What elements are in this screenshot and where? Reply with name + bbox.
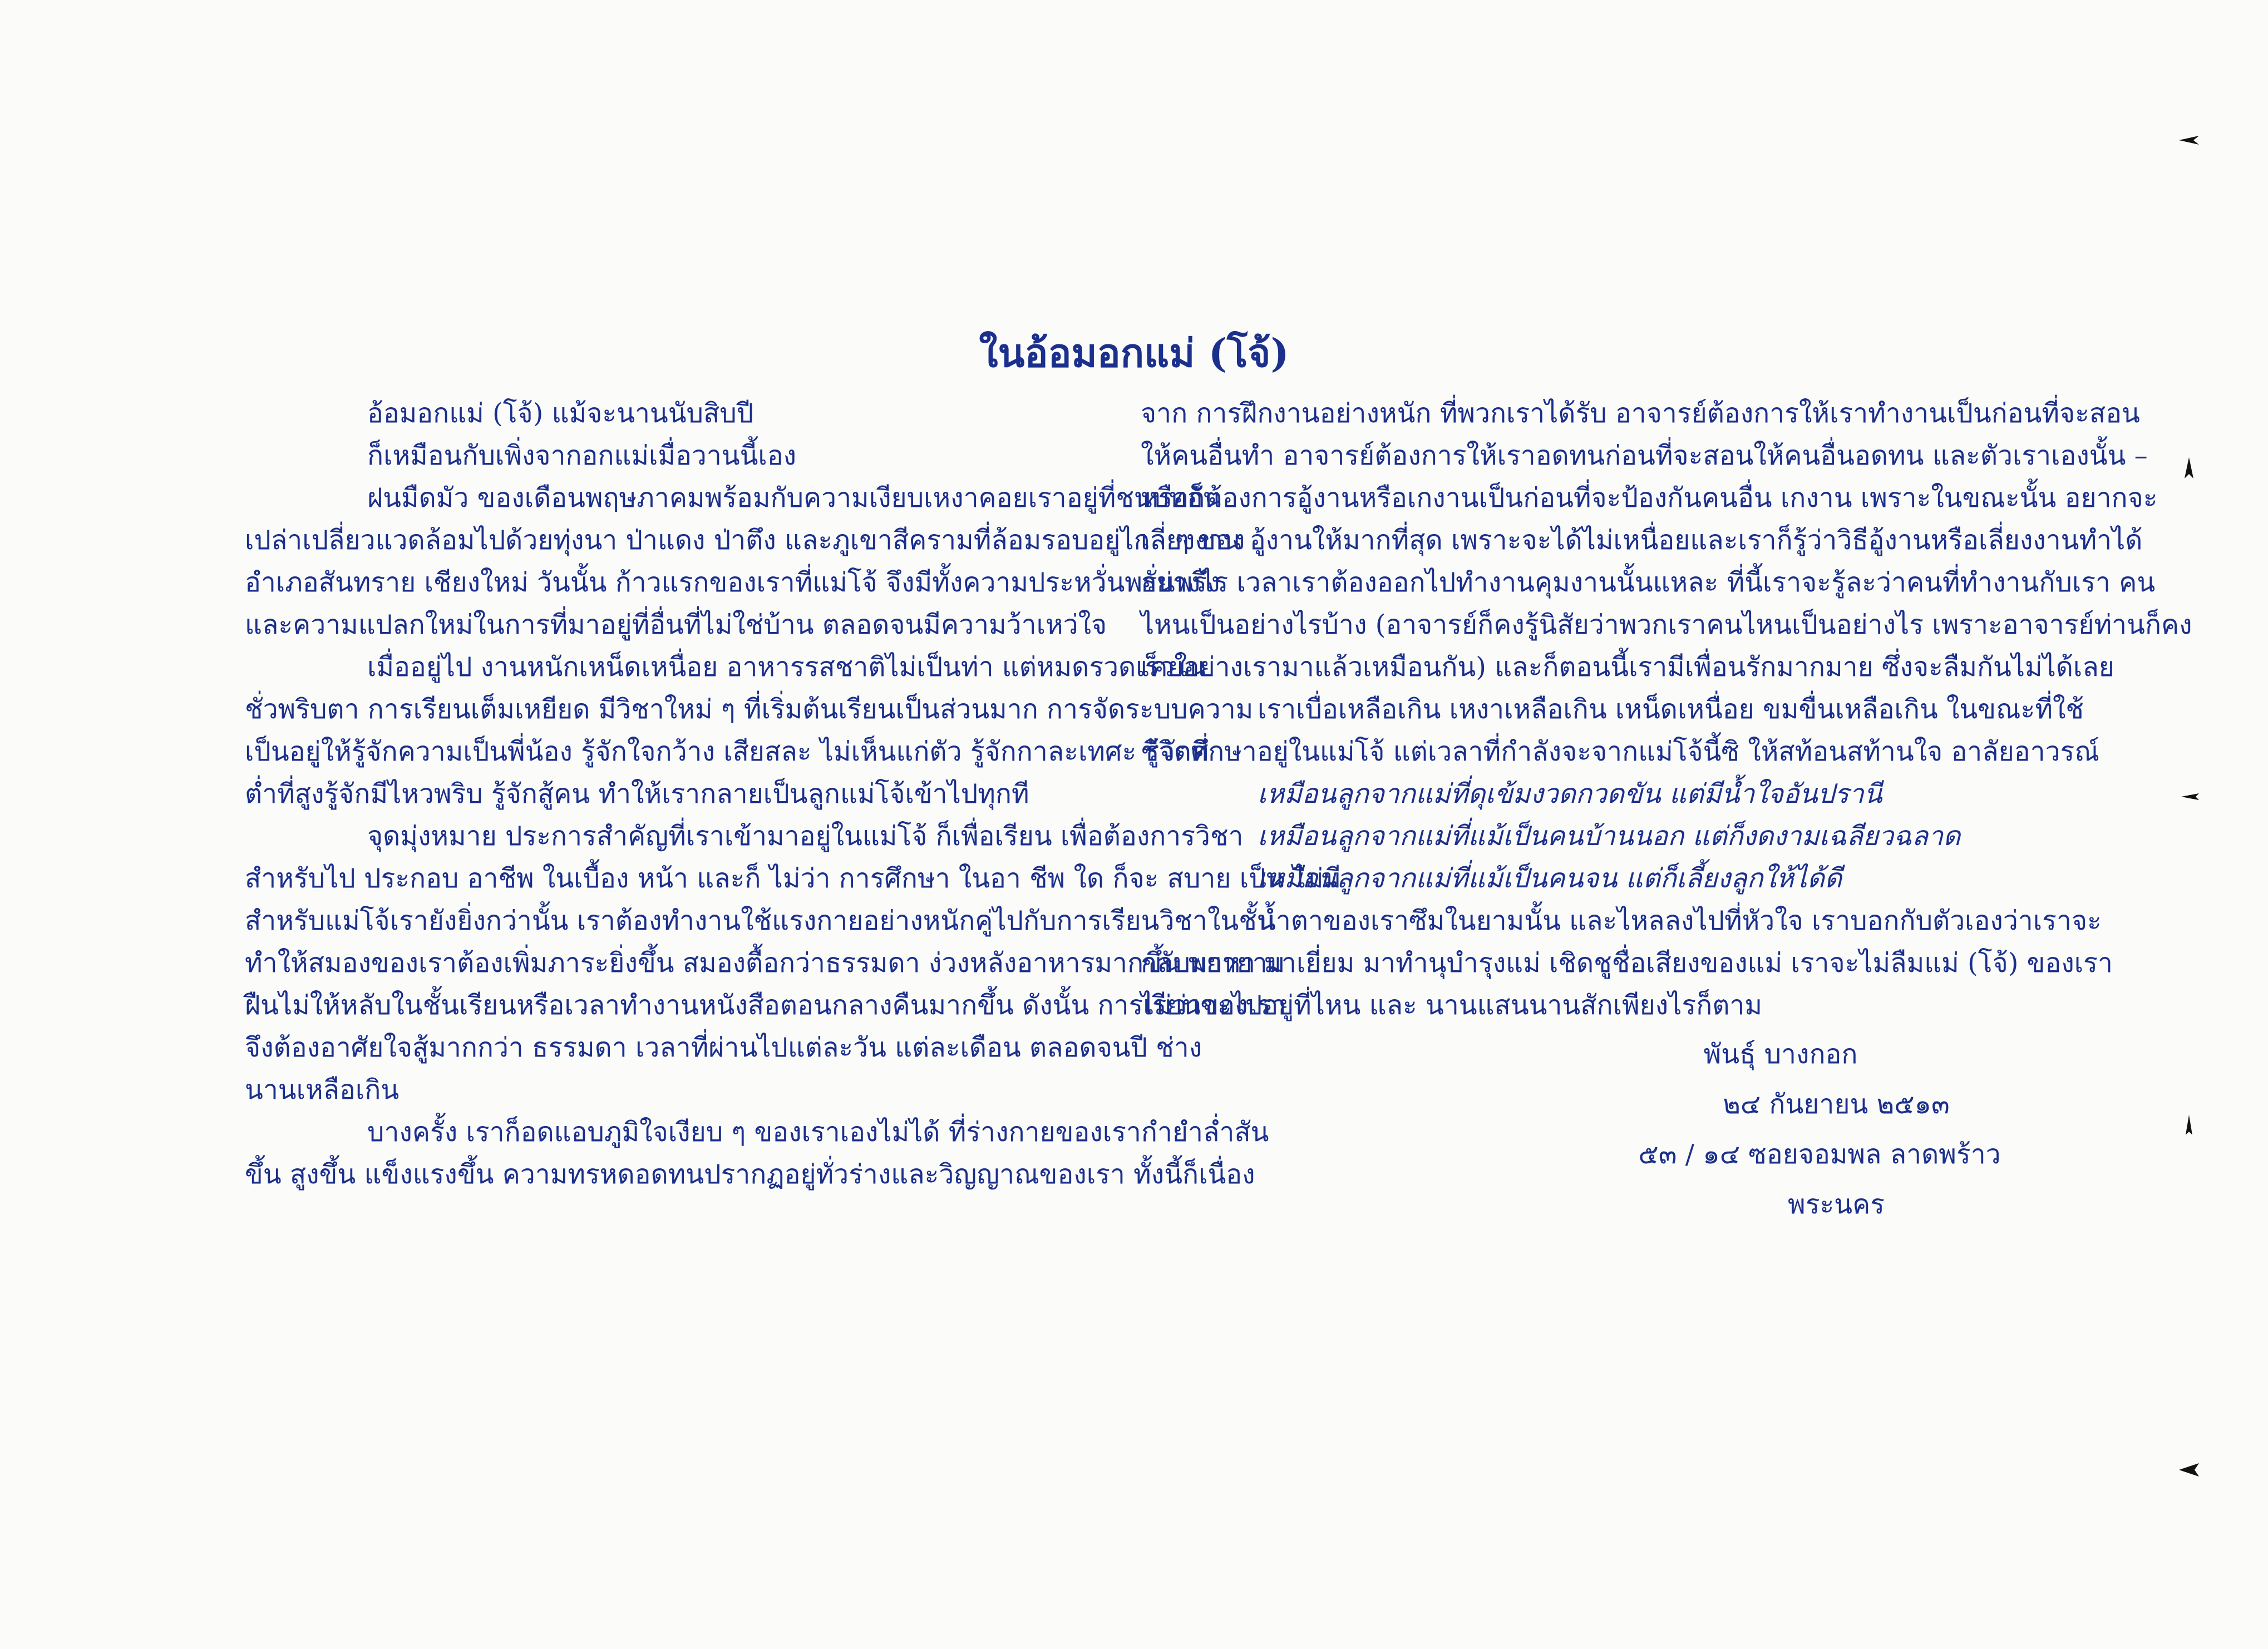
text-line: และความแปลกใหม่ในการที่มาอยู่ที่อื่นที่ไม่ใช่บ้าน ตลอดจนมีความว้าเหว่ใจ <box>245 609 1107 640</box>
verse-line: เหมือนลูกจากแม่ที่ดุเข้มงวดกวดขัน แต่มีน้ำใจอันปรานี <box>1258 778 1882 809</box>
text-line: ฝนมืดมัว ของเดือนพฤษภาคมพร้อมกับความเงียบเหงาคอยเราอยู่ที่ชนบทอัน <box>367 482 1221 514</box>
text-line: ทำให้สมองของเราต้องเพิ่มภาระยิ่งขึ้น สมองตื้อกว่าธรรมดา ง่วงหลังอาหารมากขึ้น พยายาม <box>245 947 1285 979</box>
text-line: นานเหลือเกิน <box>245 1074 400 1105</box>
author-name: พันธุ์ บางกอก <box>1703 1039 1858 1070</box>
verse-line: เหมือนลูกจากแม่ที่แม้เป็นคนบ้านนอก แต่ก็งดงามเฉลียวฉลาด <box>1258 821 1961 852</box>
text-line: ชีวิตศึกษาอยู่ในแม่โจ้ แต่เวลาที่กำลังจะจากแม่โจ้นี้ซิ ให้สท้อนสท้านใจ อาลัยอาวรณ์ <box>1141 736 2099 767</box>
binding-mark <box>2177 1458 2201 1482</box>
signature-block <box>1141 1033 2059 1233</box>
text-line: ขึ้น สูงขึ้น แข็งแรงขึ้น ความทรหดอดทนปรากฏอยู่ทั่วร่างและวิญญาณของเรา ทั้งนี้ก็เนื่อง <box>245 1159 1255 1190</box>
text-line: ชั่วพริบตา การเรียนเต็มเหยียด มีวิชาใหม่ ๆ ที่เริ่มต้นเรียนเป็นส่วนมาก การจัดระบบความ <box>245 694 1254 725</box>
text-line: เคยอย่างเรามาแล้วเหมือนกัน) และก็ตอนนี้เรามีเพื่อนรักมากมาย ซึ่งจะลืมกันไม่ได้เลย <box>1141 651 2114 683</box>
text-line: ต่ำที่สูงรู้จักมีไหวพริบ รู้จักสู้คน ทำให้เรากลายเป็นลูกแม่โจ้เข้าไปทุกที <box>245 778 1029 809</box>
text-line: อ้อมอกแม่ (โจ้) แม้จะนานนับสิบปี <box>367 398 754 429</box>
text-line: จาก การฝึกงานอย่างหนัก ที่พวกเราได้รับ อาจารย์ต้องการให้เราทำงานเป็นก่อนที่จะสอน <box>1141 398 2140 429</box>
text-line: หรือก็ต้องการอู้งานหรือเกงานเป็นก่อนที่จะป้องกันคนอื่น เกงาน เพราะในขณะนั้น อยากจะ <box>1141 482 2158 514</box>
text-line: สำหรับแม่โจ้เรายังยิ่งกว่านั้น เราต้องทำงานใช้แรงกายอย่างหนักคู่ไปกับการเรียนวิชาในชั้น <box>245 905 1275 936</box>
text-line: เปล่าเปลี่ยวแวดล้อมไปด้วยทุ่งนา ป่าแดง ป่าตึง และภูเขาสีครามที่ล้อมรอบอยู่ไกล ๆ ของ <box>245 525 1245 556</box>
text-line: เราเบื่อเหลือเกิน เหงาเหลือเกิน เหน็ดเหนื่อย ขมขื่นเหลือเกิน ในขณะที่ใช้ <box>1258 694 2084 725</box>
text-line: อย่างไร เวลาเราต้องออกไปทำงานคุมงานนั้นแหละ ที่นี้เราจะรู้ละว่าคนที่ทำงานกับเรา คน <box>1141 567 2156 598</box>
text-line: สำหรับไป ประกอบ อาชีพ ในเบื้อง หน้า และก็ ไม่ว่า การศึกษา ในอา ชีพ ใด ก็จะ สบาย เป็น ไม่มี <box>245 863 1342 894</box>
text-line: เมื่ออยู่ไป งานหนักเหน็ดเหนื่อย อาหารรสชาติไม่เป็นท่า แต่หมดรวดเร็วใน <box>367 651 1206 683</box>
signature-city: พระนคร <box>1788 1189 1885 1220</box>
text-line: บางครั้ง เราก็อดแอบภูมิใจเงียบ ๆ ของเราเองไม่ได้ ที่ร่างกายของเรากำยำล่ำสัน <box>367 1117 1269 1148</box>
text-line: กลับมาหา มาเยี่ยม มาทำนุบำรุงแม่ เชิดชูชื่อเสียงของแม่ เราจะไม่ลืมแม่ (โจ้) ของเรา <box>1141 947 2113 979</box>
left-column <box>245 392 1342 1196</box>
text-line: ให้คนอื่นทำ อาจารย์ต้องการให้เราอดทนก่อนที่จะสอนให้คนอื่นอดทน และตัวเราเองนั้น – <box>1141 440 2148 471</box>
right-column <box>1141 392 2192 1233</box>
text-line: ฝืนไม่ให้หลับในชั้นเรียนหรือเวลาทำงานหนังสือตอนกลางคืนมากขึ้น ดังนั้น การเรียนของเรา <box>245 990 1286 1021</box>
binding-mark <box>2177 128 2201 152</box>
binding-mark <box>2177 784 2201 809</box>
signature-address: ๕๓ / ๑๔ ซอยจอมพล ลาดพร้าว <box>1638 1139 2001 1170</box>
text-line: น้ำตาของเราซึมในยามนั้น และไหลลงไปที่หัวใจ เราบอกกับตัวเองว่าเราจะ <box>1258 905 2102 936</box>
binding-mark <box>2177 1113 2201 1137</box>
text-line: อำเภอสันทราย เชียงใหม่ วันนั้น ก้าวแรกของเราที่แม่โจ้ จึงมีทั้งความประหวั่นพรั่นพรึง <box>245 567 1220 598</box>
text-line: เป็นอยู่ให้รู้จักความเป็นพี่น้อง รู้จักใจกว้าง เสียสละ ไม่เห็นแก่ตัว รู้จักกาละเทศะ รู้จักที่ <box>245 736 1209 767</box>
text-line: เลี่ยงงาน อู้งานให้มากที่สุด เพราะจะได้ไม่เหนื่อยและเราก็รู้ว่าวิธีอู้งานหรือเลี่ยงงานทำได้ <box>1141 525 2143 556</box>
text-line: ไม่ว่าจะไปอยู่ที่ไหน และ นานแสนนานสักเพียงไรก็ตาม <box>1141 990 1762 1021</box>
text-line: ไหนเป็นอย่างไรบ้าง (อาจารย์ก็คงรู้นิสัยว่าพวกเราคนไหนเป็นอย่างไร เพราะอาจารย์ท่านก็คง <box>1141 609 2192 640</box>
text-line: จึงต้องอาศัยใจสู้มากกว่า ธรรมดา เวลาที่ผ่านไปแต่ละวัน แต่ละเดือน ตลอดจนปี ช่าง <box>245 1032 1202 1063</box>
binding-mark <box>2177 456 2201 481</box>
document-title: ในอ้อมอกแม่ (โจ้) <box>979 330 1289 376</box>
verse-line: เหมือนลูกจากแม่ที่แม้เป็นคนจน แต่ก็เลี้ยงลูกให้ได้ดี <box>1258 863 1842 894</box>
signature-date: ๒๔ กันยายน ๒๕๑๓ <box>1723 1089 1950 1120</box>
text-line: ก็เหมือนกับเพิ่งจากอกแม่เมื่อวานนี้เอง <box>367 440 797 471</box>
text-line: จุดมุ่งหมาย ประการสำคัญที่เราเข้ามาอยู่ในแม่โจ้ ก็เพื่อเรียน เพื่อต้องการวิชา <box>367 821 1244 852</box>
